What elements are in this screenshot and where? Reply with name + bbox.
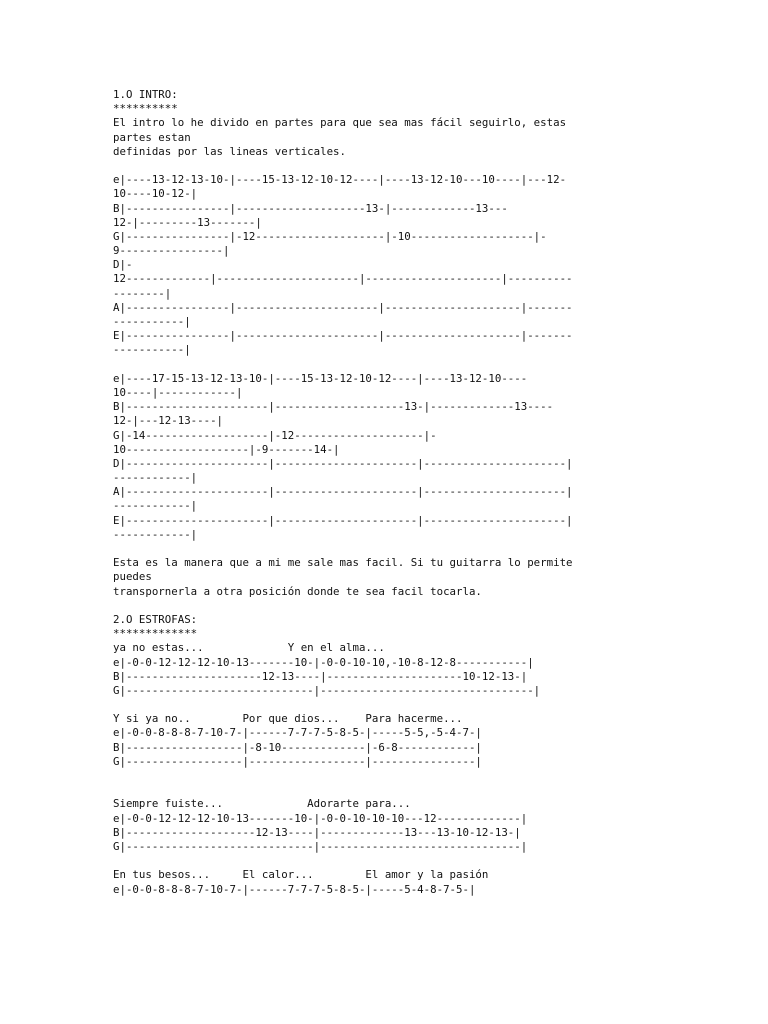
text-line: 10----|------------| <box>113 385 243 399</box>
blank-line <box>113 698 763 712</box>
text-line: B|------------------|-8-10-------------|-6-8------------| <box>113 740 482 754</box>
text-line: Siempre fuiste... Adorarte para... <box>113 797 411 811</box>
text-line: ------------| <box>113 471 198 485</box>
text-line: 10----10-12-| <box>113 187 198 201</box>
text-line: Y si ya no.. Por que dios... Para hacerme... <box>113 712 463 726</box>
blank-line <box>113 769 763 783</box>
text-line: 10-------------------|-9-------14-| <box>113 442 340 456</box>
text-line: -----------| <box>113 315 191 328</box>
text-line: ------------| <box>113 499 198 513</box>
text-line: B|---------------------12-13----|---------------------10-12-13-| <box>113 669 528 683</box>
text-line: e|----17-15-13-12-13-10-|----15-13-12-10-12----|----13-12-10---- <box>113 371 528 385</box>
text-line: e|-0-0-8-8-8-7-10-7-|------7-7-7-5-8-5-|-----5-4-8-7-5-| <box>113 882 476 896</box>
text-line: e|-0-0-12-12-12-10-13-------10-|-0-0-10-10,-10-8-12-8-----------| <box>113 655 534 669</box>
text-line: E|----------------|----------------------|---------------------|------- <box>113 329 573 343</box>
text-line: transpornerla a otra posición donde te sea facil tocarla. <box>113 584 482 598</box>
text-line: G|----------------|-12--------------------|-10-------------------|- <box>113 229 547 243</box>
text-line: 12-|---------13-------| <box>113 215 262 229</box>
text-line: El intro lo he divido en partes para que sea mas fácil seguirlo, estas <box>113 116 567 130</box>
text-line: B|----------------|--------------------13-|-------------13--- <box>113 201 508 215</box>
text-line: E|----------------------|----------------------|----------------------| <box>113 513 573 527</box>
text-line: definidas por las lineas verticales. <box>113 144 346 158</box>
text-line: --------| <box>113 286 172 300</box>
text-line: G|-14-------------------|-12--------------------|- <box>113 428 437 442</box>
text-line: A|----------------|----------------------|---------------------|------- <box>113 300 573 314</box>
text-line: ********** <box>113 102 178 116</box>
text-line: -----------| <box>113 343 191 357</box>
text-line: Esta es la manera que a mi me sale mas facil. Si tu guitarra lo permite <box>113 556 573 570</box>
text-line: partes estan <box>113 130 191 144</box>
text-line: 12-|---12-13----| <box>113 414 224 428</box>
text-line: ya no estas... Y en el alma... <box>113 641 385 655</box>
text-line: e|-0-0-8-8-8-7-10-7-|------7-7-7-5-8-5-|-----5-5,-5-4-7-| <box>113 726 482 740</box>
text-line: 12-------------|----------------------|---------------------|---------- <box>113 272 573 286</box>
text-line: G|-----------------------------|---------------------------------| <box>113 683 541 697</box>
text-line: G|-----------------------------|-------------------------------| <box>113 839 528 853</box>
text-line: En tus besos... El calor... El amor y la pasión <box>113 868 489 882</box>
text-line: 1.O INTRO: <box>113 88 178 101</box>
blank-line <box>113 542 763 556</box>
text-line: B|--------------------12-13----|-------------13---13-10-12-13-| <box>113 825 521 839</box>
blank-line <box>113 358 763 372</box>
text-line: D|----------------------|----------------------|----------------------| <box>113 456 573 470</box>
tab-document <box>113 88 763 897</box>
blank-line <box>113 599 763 613</box>
text-line: 9----------------| <box>113 244 230 258</box>
text-line: A|----------------------|----------------------|----------------------| <box>113 485 573 499</box>
text-line: ************* <box>113 627 198 641</box>
text-line: ------------| <box>113 527 198 541</box>
text-line: puedes <box>113 570 152 584</box>
text-line: D|- <box>113 258 133 272</box>
text-line: e|-0-0-12-12-12-10-13-------10-|-0-0-10-10-10---12-------------| <box>113 811 528 825</box>
text-line: G|------------------|------------------|----------------| <box>113 754 482 768</box>
blank-line <box>113 783 763 797</box>
blank-line <box>113 854 763 868</box>
text-line: B|----------------------|--------------------13-|-------------13---- <box>113 400 554 414</box>
text-line: e|----13-12-13-10-|----15-13-12-10-12----|----13-12-10---10----|---12- <box>113 173 567 187</box>
text-line: 2.O ESTROFAS: <box>113 612 198 626</box>
blank-line <box>113 159 763 173</box>
